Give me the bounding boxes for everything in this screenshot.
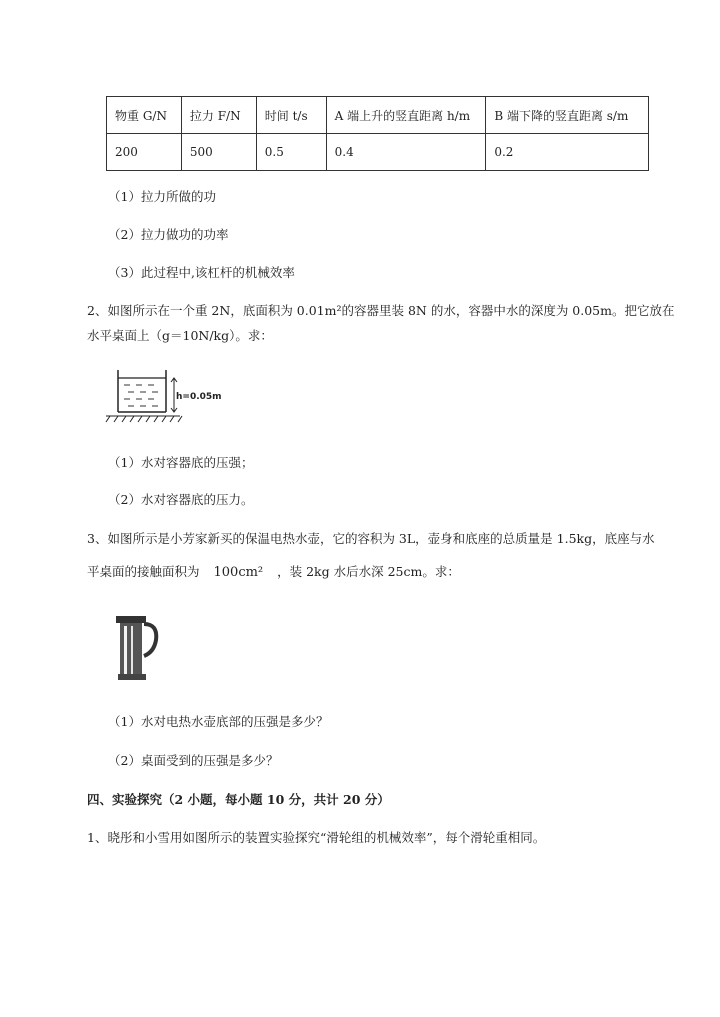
contact-area-value: 100cm²: [213, 565, 264, 580]
table-header-cell: B 端下降的竖直距离 s/m: [486, 97, 649, 134]
container-figure: [104, 366, 244, 428]
table-header-cell: 拉力 F/N: [181, 97, 256, 134]
q2-sub-2: （2）水对容器底的压力。: [108, 492, 254, 507]
table-cell: 500: [181, 134, 256, 171]
depth-label: h=0.05m: [176, 392, 222, 402]
table-surface: [106, 416, 182, 422]
kettle-lid: [116, 616, 146, 623]
table-header-cell: 时间 t/s: [256, 97, 326, 134]
kettle-handle: [144, 624, 156, 656]
q2-text-line2: 水平桌面上（g＝10N/kg）。求：: [87, 328, 273, 343]
data-table: [106, 96, 649, 171]
section4-q1: 1、晓彤和小雪用如图所示的装置实验探究“滑轮组的机械效率”，每个滑轮重相同。: [87, 830, 546, 845]
table-header-cell: A 端上升的竖直距离 h/m: [326, 97, 486, 134]
water-dashes: [124, 385, 158, 406]
q3-text-line2: [87, 563, 460, 582]
q3-line2-pre: 平桌面的接触面积为: [87, 564, 200, 579]
q3-sub-2: （2）桌面受到的压强是多少？: [108, 753, 279, 768]
kettle-figure: [114, 612, 162, 682]
q2-text-line1: 2、如图所示在一个重 2N，底面积为 0.01m²的容器里装 8N 的水，容器中水的深度为 0.05m。把它放在: [87, 303, 675, 318]
q3-line2-post: ，装 2kg 水后水深 25cm。求：: [277, 564, 460, 579]
q1-sub-1: （1）拉力所做的功: [108, 189, 216, 204]
table-cell: 0.5: [256, 134, 326, 171]
table-cell: 0.4: [326, 134, 486, 171]
table-header-cell: 物重 G/N: [107, 97, 182, 134]
q1-sub-3: （3）此过程中,该杠杆的机械效率: [108, 265, 295, 280]
table-row: [107, 134, 649, 171]
table-header-row: [107, 97, 649, 134]
q3-sub-1: （1）水对电热水壶底部的压强是多少？: [108, 714, 329, 729]
section4-heading: 四、实验探究（2 小题，每小题 10 分，共计 20 分）: [87, 792, 390, 807]
q2-sub-1: （1）水对容器底的压强；: [108, 455, 254, 470]
table-cell: 0.2: [486, 134, 649, 171]
kettle-base: [118, 674, 146, 680]
table-cell: 200: [107, 134, 182, 171]
q1-sub-2: （2）拉力做功的功率: [108, 227, 229, 242]
q3-text-line1: 3、如图所示是小芳家新买的保温电热水壶，它的容积为 3L，壶身和底座的总质量是 1.5kg，底座与水: [87, 531, 655, 546]
